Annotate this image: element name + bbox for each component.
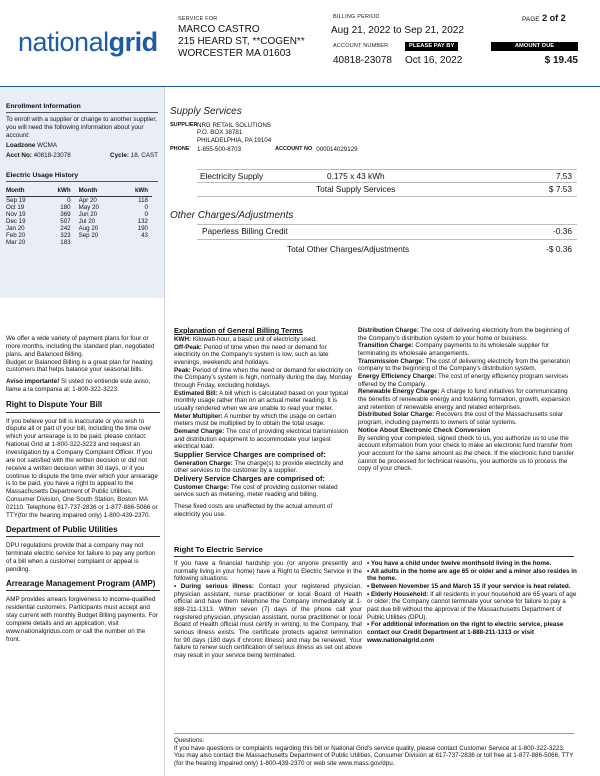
total-other-row bbox=[287, 245, 576, 255]
usage-kwh: 132 bbox=[137, 217, 148, 225]
supplier-block: SUPPLIER NRG RETAIL SOLUTIONS P.O. BOX 38781 PHILADELPHIA, PA 19104 PHONE 1-855-500-8703 ACCOUNT NO 000014029129 bbox=[170, 122, 358, 154]
usage-month: Dec 19 bbox=[6, 217, 26, 225]
usage-kwh: 242 bbox=[60, 225, 71, 233]
billing-period: Aug 21, 2022 to Sep 21, 2022 bbox=[331, 25, 464, 36]
aviso-text: Aviso importante! Si usted no entiende este aviso, llame a la compania al: 1-800-322-3223. bbox=[6, 378, 151, 394]
dispute-text: If you believe your bill is inaccurate or you wish to dispute all or part of your bill, including the time over which your arrearage is to be paid, please contact: National Grid at 1-800-322-3223 and request an investigation by a Company Complaint Officer. If you are not satisfied with the written decision or did not receive a written decision within 30 days, or if you continue to dispute the time over which your arrearage is to be paid, you have a right to appeal to the Massachusetts Department of Public Utilities, Consumer Division, One South Station, Boston MA 02110. Telephone 617-737-2836 or 1-877-886-5066 or TTY(for the hearing impaired only) 1-800-439-2370. bbox=[6, 417, 158, 519]
usage-row bbox=[6, 239, 152, 246]
questions-text: If you have questions or complaints regarding this bill or National Grid's service quality, please contact Customer Service at 1-800-322-3223. You may also contact the Massachusetts Department of Public Utilities, Consumer Division at 617-737-2836 or toll free at 1-877-886-5066, TTY (for the hearing impaired only) 1-800-439-2370 or web site www.mass.gov/dpu. bbox=[174, 744, 574, 768]
account-number: 40818-23078 bbox=[333, 55, 392, 66]
usage-month: Jun 20 bbox=[78, 210, 98, 218]
pay-by-date: Oct 16, 2022 bbox=[405, 55, 463, 66]
usage-kwh: 190 bbox=[137, 225, 148, 233]
usage-kwh: 0 bbox=[67, 196, 71, 204]
fixed-costs-note: These fixed costs are unaffected by the actual amount of electricity you use. bbox=[174, 503, 333, 518]
dispute-title: Right to Dispute Your Bill bbox=[6, 400, 160, 413]
supplier-charges-heading: Supplier Service Charges are comprised of: bbox=[174, 449, 326, 459]
page-indicator: PAGE 2 of 2 bbox=[522, 13, 566, 23]
billing-terms-title: Explanation of General Billing Terms bbox=[174, 326, 303, 335]
enrollment-text: To enroll with a supplier or change to another supplier, you will need the following information about your account: bbox=[6, 116, 157, 139]
service-address-line2: WORCESTER MA 01603 bbox=[178, 48, 291, 59]
budget-billing-text: Budget or Balanced Billing is a great plan for heating customers that helps balance your seasonal bills. bbox=[6, 358, 153, 374]
usage-kwh: 507 bbox=[60, 217, 71, 225]
right-to-service-title: Right To Electric Service bbox=[174, 545, 574, 557]
right-to-service-left: If you have a financial hardship you (or anyone presently and normally living in your home) have a Right to Electric Service in the following situations: • During serious illness: Contact your registered physician, physician assistant, nurse practitioner or local Board of Health official and have them telephone the Company immediately at 1-888-211-1313. Within seven (7) days of the phone call your registered physician, physician assistant, nurse practitioner or local Board of Health official must certify in writing, to the Company, that serious illness exists. The certificate protects against termination for 90 days (180 days if chronic illness) and may be renewed. Your failure to renew such certification of serious illness as set out above may result in your service being terminated. bbox=[174, 560, 363, 660]
supplier-address2: PHILADELPHIA, PA 19104 bbox=[197, 136, 272, 144]
usage-row bbox=[6, 196, 152, 204]
usage-kwh: 118 bbox=[138, 196, 148, 204]
usage-row bbox=[6, 218, 152, 225]
paperless-credit-row bbox=[202, 227, 576, 237]
electricity-supply-label: Electricity Supply bbox=[200, 171, 264, 181]
service-for-label: SERVICE FOR bbox=[178, 16, 218, 22]
acct-cycle-row: Acct No: 40818-23078 Cycle: 18, CAST bbox=[6, 151, 158, 159]
delivery-charges-heading: Delivery Service Charges are comprised of: bbox=[174, 474, 325, 484]
usage-month: Sep 19 bbox=[6, 196, 26, 204]
usage-history-section bbox=[6, 172, 158, 246]
supplier-address1: P.O. BOX 38781 bbox=[197, 129, 243, 137]
billing-terms-right: Distribution Charge: The cost of delivering electricity from the beginning of the Company's distribution system to your home or business. Transition Charge: Company payments to its wholesale supplier for terminating its wholesale arrangements. Transmission Charge: The cost of delivering electricity from the generation company to the beginning of the Company's distribution system. Energy Efficiency Charge: The cost of energy efficiency program services offered by the Company. Renewable Energy Charge: A charge to fund initiatives for communicating the benefits of renewable energy and fostering formation, growth, expansion and retention of renewable energy and related enterprises. Distributed Solar Charge: Recovers the cost of the Massachusetts solar program, including payments to owners of solar systems. Notice About Electronic Check Conversion By sending your completed, signed check to us, you authorize us to use the account information from your check to make an electronic fund transfer from your account for the same amount as the check. If the electronic fund transfer cannot be processed for technical reasons, you authorize us to process the copy of your check. bbox=[358, 327, 576, 473]
usage-header: Month bbox=[75, 187, 120, 196]
usage-month: Aug 20 bbox=[78, 225, 99, 233]
usage-row bbox=[6, 225, 152, 232]
amp-title: Arrearage Management Program (AMP) bbox=[6, 579, 160, 592]
column-divider bbox=[164, 87, 165, 776]
check-conversion-text: By sending your completed, signed check to us, you authorize us to use the account information from your check to make an electronic fund transfer from your account for the same amount as the check. If the electronic fund transfer cannot be processed for technical reasons, you authorize us to process the copy of your check. bbox=[358, 434, 574, 473]
usage-header: Month bbox=[6, 187, 43, 196]
right-to-service-right: • You have a child under twelve monthsold living in the home. • All adults in the home are age 65 or older and a minor also resides in the home. • Between November 15 and March 15 if your service is heat related. • Elderly Household: If all residents in your household are 65 years of age or older; the Company cannot terminate your service for failure to pay a past due bill without the approval of the Massachusetts Department of Public Utilities (DPU). • For additional information on the right to electric service, please contact our Credit Department at 1-888-211-1313 or visit www.nationalgrid.com bbox=[367, 560, 577, 644]
other-line-mid bbox=[197, 239, 577, 240]
supplier-phone: 1-855-500-8703 bbox=[197, 146, 242, 154]
usage-history-title: Electric Usage History bbox=[6, 172, 158, 182]
usage-month: Jan 20 bbox=[6, 225, 25, 233]
questions-section bbox=[174, 737, 576, 768]
amount-due: $ 19.45 bbox=[544, 55, 578, 66]
loadzone: Loadzone WCMA bbox=[6, 141, 58, 149]
electricity-supply-calc: 0.175 x 43 kWh bbox=[327, 171, 385, 181]
supply-line-top bbox=[197, 169, 577, 170]
usage-row bbox=[6, 204, 152, 211]
national-grid-logo: nationalgrid bbox=[18, 27, 158, 57]
supply-line-mid bbox=[197, 182, 577, 183]
dpu-text: DPU regulations provide that a company may not terminate electric service for failure to pay any portion of a bill when a customer complaint or appeal is pending. bbox=[6, 542, 156, 573]
billing-terms-left: Explanation of General Billing Terms KWH: Kilowatt-hour, a basic unit of electricity used. Off-Peak: Period of time when the need or demand for electricity on the Company's system is low, such as late evenings, weekends and holidays. Peak: Period of time when the need or demand for electricity on the Company's system is high, normally during the day, Monday through Friday, excluding holidays. Estimated Bill: A bill which is calculated based on your typical monthly usage rather than on an actual meter reading. It is usually rendered when we are unable to read your meter. Meter Multiplier: A number by which the usage on certain meters must be multiplied by to obtain the total usage. Demand Charge: The cost of providing electrical transmission and distribution equipment to accommodate your largest electrical load. Supplier Service Charges are comprised of: Generation Charge: The charge(s) to provide electricity and other services to the customer by a supplier. Delivery Service Charges are comprised of: Customer Charge: The cost of providing customer related service such as metering, meter reading and billing. These fixed costs are unaffected by the actual amount of electricity you use. bbox=[174, 326, 353, 518]
paperless-credit-amount: -0.36 bbox=[553, 226, 572, 236]
supply-services-title: Supply Services bbox=[170, 106, 242, 117]
usage-month: Nov 19 bbox=[6, 210, 26, 218]
other-charges-title: Other Charges/Adjustments bbox=[170, 210, 294, 221]
total-supply-amount: $ 7.53 bbox=[548, 184, 572, 194]
usage-table bbox=[6, 187, 152, 246]
usage-kwh: 323 bbox=[60, 232, 71, 240]
usage-kwh: 0 bbox=[144, 203, 148, 211]
usage-kwh: 369 bbox=[60, 210, 71, 218]
usage-row bbox=[6, 232, 152, 239]
usage-month: Jul 20 bbox=[78, 217, 96, 225]
total-supply-row bbox=[316, 185, 576, 195]
usage-kwh bbox=[120, 239, 152, 246]
usage-month: Mar 20 bbox=[6, 239, 26, 247]
enrollment-title: Enrollment Information bbox=[6, 103, 158, 113]
usage-kwh: 180 bbox=[60, 203, 71, 211]
questions-label: Questions: bbox=[174, 737, 205, 744]
usage-row bbox=[6, 211, 152, 218]
amp-text: AMP provides arrears forgiveness to income-qualified residential customers. Participants must accept and stay current with monthly Budget Billing payments. For complete details and an application, visit www.nationalgridus.com or call the number on the front. bbox=[6, 596, 158, 643]
usage-header: kWh bbox=[43, 187, 75, 196]
usage-month: Sep 20 bbox=[78, 232, 99, 240]
usage-kwh: 0 bbox=[144, 210, 148, 218]
total-other-amount: -$ 0.36 bbox=[546, 244, 572, 254]
billing-period-label: BILLING PERIOD bbox=[333, 14, 380, 20]
usage-kwh: 183 bbox=[60, 239, 71, 247]
usage-month: Feb 20 bbox=[6, 232, 26, 240]
payment-plans-text: We offer a wide variety of payment plans for four or more months, including the standard plan, negotiated plans, and Balanced Billing. bbox=[6, 335, 155, 358]
usage-header: kWh bbox=[120, 187, 152, 196]
paperless-credit-label: Paperless Billing Credit bbox=[202, 226, 288, 236]
usage-month: Oct 19 bbox=[6, 203, 25, 211]
supply-line-bottom bbox=[197, 196, 577, 197]
enrollment-section bbox=[6, 103, 158, 159]
electricity-supply-amount: 7.53 bbox=[555, 171, 572, 181]
service-address-line1: 215 HEARD ST, **COGEN** bbox=[178, 36, 305, 47]
left-info bbox=[6, 335, 160, 644]
usage-month: Apr 20 bbox=[78, 196, 97, 204]
pay-by-label: PLEASE PAY BY bbox=[405, 42, 458, 51]
supplier-account: 000014029129 bbox=[316, 146, 358, 154]
usage-month: May 20 bbox=[78, 203, 99, 211]
usage-kwh: 43 bbox=[141, 232, 148, 240]
usage-month bbox=[75, 239, 120, 246]
account-number-label: ACCOUNT NUMBER bbox=[333, 43, 389, 49]
dpu-title: Department of Public Utilities bbox=[6, 525, 160, 538]
questions-divider bbox=[174, 733, 574, 734]
supplier-name: NRG RETAIL SOLUTIONS bbox=[197, 122, 271, 129]
check-conversion-heading: Notice About Electronic Check Conversion bbox=[358, 426, 491, 434]
total-supply-label: Total Supply Services bbox=[316, 184, 396, 194]
amount-due-label: AMOUNT DUE bbox=[491, 42, 578, 51]
total-other-label: Total Other Charges/Adjustments bbox=[287, 244, 410, 254]
customer-name: MARCO CASTRO bbox=[178, 24, 260, 35]
electricity-supply-row bbox=[200, 172, 576, 182]
other-line-top bbox=[197, 224, 577, 225]
